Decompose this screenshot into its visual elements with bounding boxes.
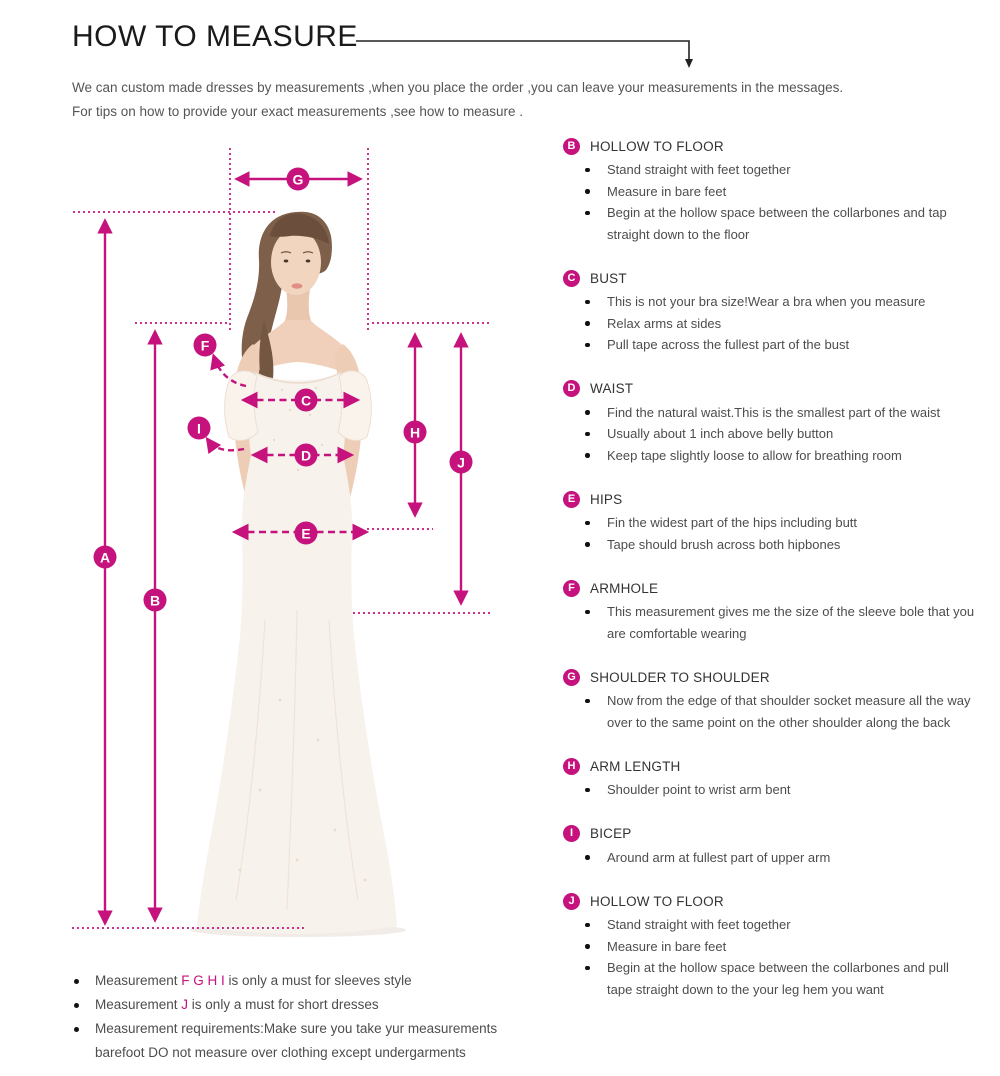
section-title: SHOULDER TO SHOULDER xyxy=(590,669,770,685)
bullet: Tape should brush across both hipbones xyxy=(563,534,975,556)
note-short-dresses xyxy=(62,993,532,1017)
bullet: Around arm at fullest part of upper arm xyxy=(563,847,975,869)
bullet: Keep tape slightly loose to allow for breathing room xyxy=(563,445,975,467)
note-requirements xyxy=(62,1017,532,1065)
marker-j: J xyxy=(450,451,473,474)
section-title: WAIST xyxy=(590,381,634,396)
legend-badge-c: C xyxy=(563,270,580,287)
bullet: Now from the edge of that shoulder socket measure all the way over to the same point on the other shoulder along the back xyxy=(563,690,975,733)
section-hollow-to-floor-b xyxy=(563,135,975,245)
legend-badge-j: J xyxy=(563,893,580,910)
bullet: Relax arms at sides xyxy=(563,313,975,335)
bullet: This measurement gives me the size of the sleeve bole that you are comfortable wearing xyxy=(563,601,975,644)
bullet: Fin the widest part of the hips including butt xyxy=(563,512,975,534)
note-text: Measurement xyxy=(95,997,182,1012)
bullet: Shoulder point to wrist arm bent xyxy=(563,779,975,801)
marker-d: D xyxy=(295,444,318,467)
bullet: This is not your bra size!Wear a bra when you measure xyxy=(563,291,975,313)
legend-badge-f: F xyxy=(563,580,580,597)
note-sleeves-style xyxy=(62,969,532,993)
section-title: HOLLOW TO FLOOR xyxy=(590,138,724,154)
section-hollow-to-floor-j xyxy=(563,890,975,1000)
section-title: ARMHOLE xyxy=(590,580,659,596)
measurement-notes xyxy=(62,969,532,1065)
bullet: Begin at the hollow space between the collarbones and tap straight down to the floor xyxy=(563,202,975,245)
legend-badge-h: H xyxy=(563,758,580,775)
legend-badge-d: D xyxy=(563,380,580,397)
note-text: Measurement requirements:Make sure you take yur measurements barefoot DO not measure over clothing except undergarments xyxy=(95,1021,498,1060)
bullet: Stand straight with feet together xyxy=(563,159,975,181)
section-title: HIPS xyxy=(590,491,623,507)
marker-h: H xyxy=(404,421,427,444)
legend-badge-b: B xyxy=(563,138,580,155)
marker-i: I xyxy=(188,417,211,440)
section-bicep xyxy=(563,823,975,869)
section-title: BICEP xyxy=(590,826,632,841)
title-arrow xyxy=(352,28,697,72)
model-photo xyxy=(190,212,406,937)
bullet: Pull tape across the fullest part of the bust xyxy=(563,334,975,356)
section-title: BUST xyxy=(590,270,627,286)
legend-badge-g: G xyxy=(563,669,580,686)
note-highlight: J xyxy=(181,997,189,1012)
section-bust xyxy=(563,267,975,356)
section-arm-length xyxy=(563,755,975,801)
bullet: Begin at the hollow space between the collarbones and pull tape straight down to the your leg hem you want xyxy=(563,957,975,1000)
section-title: HOLLOW TO FLOOR xyxy=(590,893,724,909)
diagram-graphic xyxy=(60,140,500,960)
note-text: Measurement xyxy=(95,973,182,988)
intro-line-1: We can custom made dresses by measurements ,when you place the order ,you can leave your measurements in the messages. xyxy=(72,80,844,95)
bullet: Stand straight with feet together xyxy=(563,914,975,936)
marker-c: C xyxy=(295,389,318,412)
bullet: Measure in bare feet xyxy=(563,181,975,203)
marker-g: G xyxy=(287,168,310,191)
bullet: Usually about 1 inch above belly button xyxy=(563,423,975,445)
note-text: is only a must for sleeves style xyxy=(224,973,412,988)
note-text: is only a must for short dresses xyxy=(188,997,379,1012)
measurement-legend xyxy=(563,135,975,1022)
section-title: ARM LENGTH xyxy=(590,758,681,774)
legend-badge-e: E xyxy=(563,491,580,508)
legend-badge-i: I xyxy=(563,825,580,842)
page-title: HOW TO MEASURE xyxy=(72,20,358,53)
bullet: Measure in bare feet xyxy=(563,936,975,958)
section-armhole xyxy=(563,577,975,644)
note-highlight: F G H I xyxy=(181,973,225,988)
marker-f: F xyxy=(194,334,217,357)
marker-a: A xyxy=(94,546,117,569)
measurement-diagram xyxy=(60,140,500,960)
marker-b: B xyxy=(144,589,167,612)
section-shoulder-to-shoulder xyxy=(563,666,975,733)
section-waist xyxy=(563,378,975,467)
intro-line-2: For tips on how to provide your exact measurements ,see how to measure . xyxy=(72,104,523,119)
section-hips xyxy=(563,488,975,555)
bullet: Find the natural waist.This is the smallest part of the waist xyxy=(563,402,975,424)
marker-e: E xyxy=(295,522,318,545)
